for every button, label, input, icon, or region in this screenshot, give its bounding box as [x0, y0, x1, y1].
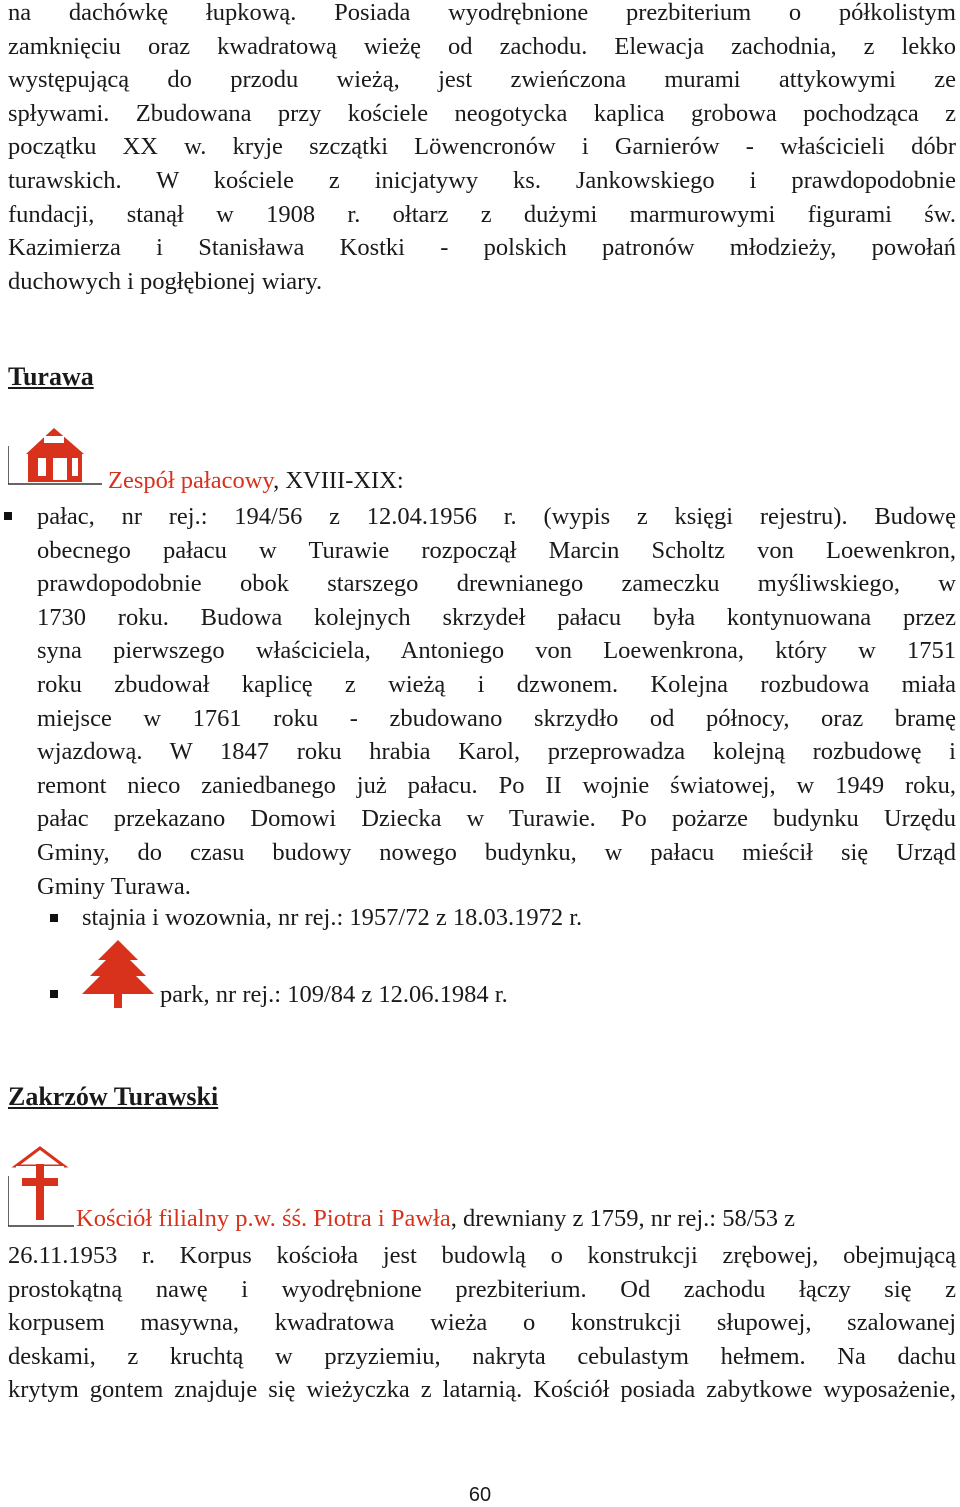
palac-line: Gminy Turawa. [37, 872, 191, 900]
kosciol-title: Kościół filialny p.w. śś. Piotra i Pawła [76, 1205, 451, 1232]
zespol-palacowy-title: Zespół pałacowy [108, 467, 274, 494]
kosciol-title-line [76, 1205, 795, 1233]
kosciol-line: krytym gontem znajduje się wieżyczka z latarnią. Kościół posiada zabytkowe wyposażenie, [8, 1376, 956, 1404]
intro-line: występującą do przodu wieżą, jest zwieńczona murami attykowymi ze [8, 66, 956, 94]
zespol-palacowy-period: , XVIII-XIX: [273, 467, 404, 494]
palac-line: roku zbudował kaplicę z wieżą i dzwonem. Kolejna rozbudowa miała [37, 670, 956, 698]
kosciol-line: deskami, z kruchtą w przyziemiu, nakryta cebulastym hełmem. Na dachu [8, 1342, 956, 1370]
kosciol-title-rest: , drewniany z 1759, nr rej.: 58/53 z [450, 1205, 796, 1232]
zespol-palacowy-line [108, 467, 404, 495]
page-number: 60 [468, 1484, 492, 1506]
palac-line: syna pierwszego właściciela, Antoniego von Loewenkrona, który w 1751 [37, 637, 956, 665]
intro-line: zamknięciu oraz kwadratową wieżę od zachodu. Elewacja zachodnia, z lekko [8, 32, 956, 60]
palac-line: pałac, nr rej.: 194/56 z 12.04.1956 r. (wypis z księgi rejestru). Budowę [37, 503, 956, 530]
palac-paragraph [37, 500, 956, 903]
kosciol-line: prostokątną nawę i wyodrębnione prezbiterium. Od zachodu łączy się z [8, 1275, 956, 1303]
section-heading-turawa: Turawa [8, 362, 94, 391]
palac-line: prawdopodobnie obok starszego drewnianego zameczku myśliwskiego, w [37, 570, 956, 598]
bullet-icon [50, 990, 58, 998]
intro-line: na dachówkę łupkową. Posiada wyodrębnione prezbiterium o półkolistym [8, 0, 956, 26]
intro-line: Kazimierza i Stanisława Kostki - polskich patronów młodzieży, powołań [8, 234, 956, 262]
intro-line: turawskich. W kościele z inicjatywy ks. Jankowskiego i prawdopodobnie [8, 166, 956, 194]
palac-line: miejsce w 1761 roku - zbudowano skrzydło od północy, oraz bramę [37, 704, 956, 732]
palac-line: wjazdową. W 1847 roku hrabia Karol, przeprowadza kolejną rozbudowę i [37, 738, 956, 766]
palac-line: remont nieco zaniedbanego już pałacu. Po II wojnie światowej, w 1949 roku, [37, 771, 956, 799]
palace-icon [8, 426, 102, 488]
tree-icon [78, 938, 158, 1010]
palac-line: 1730 roku. Budowa kolejnych skrzydeł pałacu była kontynuowana przez [37, 603, 956, 631]
park-line: park, nr rej.: 109/84 z 12.06.1984 r. [160, 981, 508, 1008]
intro-line: fundacji, stanął w 1908 r. ołtarz z dużymi marmurowymi figurami św. [8, 200, 956, 228]
intro-line: spływami. Zbudowana przy kościele neogotycka kaplica grobowa pochodząca z [8, 99, 956, 127]
bullet-icon [4, 512, 12, 520]
palac-line: Gminy, do czasu budowy nowego budynku, w pałacu mieścił się Urząd [37, 838, 956, 866]
church-icon [8, 1146, 74, 1232]
palac-line: pałac przekazano Domowi Dziecka w Turawie. Po pożarze budynku Urzędu [37, 805, 956, 833]
bullet-icon [50, 914, 58, 922]
intro-line: początku XX w. kryje szczątki Löwencronów i Garnierów - właścicieli dóbr [8, 133, 956, 161]
kosciol-line: 26.11.1953 r. Korpus kościoła jest budowlą o konstrukcji zrębowej, obejmującą [8, 1242, 956, 1269]
section-heading-zakrzow: Zakrzów Turawski [8, 1082, 219, 1111]
stajnia-line: stajnia i wozownia, nr rej.: 1957/72 z 18.03.1972 r. [82, 904, 583, 931]
palac-line: obecnego pałacu w Turawie rozpoczął Marcin Scholtz von Loewenkron, [37, 536, 956, 564]
kosciol-line: korpusem masywna, kwadratowa wieża o konstrukcji słupowej, szalowanej [8, 1309, 956, 1337]
intro-line: duchowych i pogłębionej wiary. [8, 267, 323, 295]
kosciol-paragraph [8, 1239, 956, 1407]
intro-paragraph [8, 0, 956, 298]
